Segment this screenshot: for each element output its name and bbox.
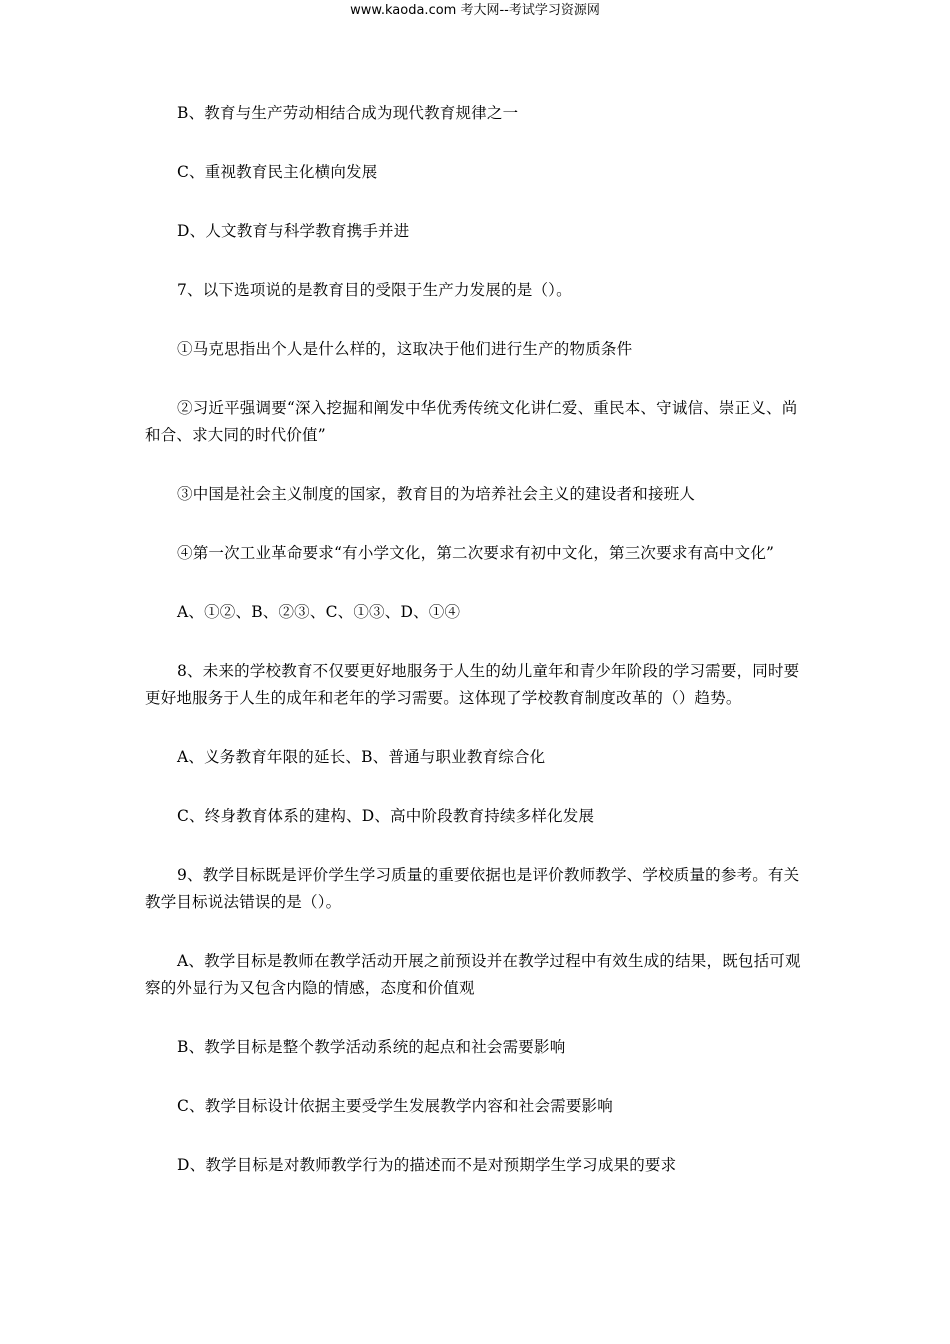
q9-option-b: B、教学目标是整个教学活动系统的起点和社会需要影响 (177, 1038, 566, 1056)
document-body (145, 100, 810, 1211)
q7-statement-1: ①马克思指出个人是什么样的，这取决于他们进行生产的物质条件 (177, 340, 633, 358)
question-7: 7、以下选项说的是教育目的受限于生产力发展的是（）。 (177, 281, 572, 299)
question-8: 8、未来的学校教育不仅要更好地服务于人生的幼儿童年和青少年阶段的学习需要，同时要更好地服务于人生的成年和老年的学习需要。这体现了学校教育制度改革的（）趋势。 (145, 662, 800, 707)
q7-statement-4: ④第一次工业革命要求“有小学文化，第二次要求有初中文化，第三次要求有高中文化” (177, 544, 775, 562)
q8-options-cd: C、终身教育体系的建构、D、高中阶段教育持续多样化发展 (177, 807, 595, 825)
q8-options-ab: A、义务教育年限的延长、B、普通与职业教育综合化 (177, 748, 546, 766)
q7-statement-2: ②习近平强调要“深入挖掘和阐发中华优秀传统文化讲仁爱、重民本、守诚信、崇正义、尚和合、求大同的时代价值” (145, 399, 798, 444)
q7-options: A、①②、B、②③、C、①③、D、①④ (177, 603, 461, 621)
option-d-q6: D、人文教育与科学教育携手并进 (177, 222, 410, 240)
question-9: 9、教学目标既是评价学生学习质量的重要依据也是评价教师教学、学校质量的参考。有关教学目标说法错误的是（）。 (145, 866, 800, 911)
site-header: www.kaoda.com 考大网--考试学习资源网 (350, 3, 600, 18)
q7-statement-3: ③中国是社会主义制度的国家，教育目的为培养社会主义的建设者和接班人 (177, 485, 696, 503)
q9-option-a: A、教学目标是教师在教学活动开展之前预设并在教学过程中有效生成的结果，既包括可观察的外显行为又包含内隐的情感，态度和价值观 (145, 952, 801, 997)
option-b-q6: B、教育与生产劳动相结合成为现代教育规律之一 (177, 104, 519, 122)
q9-option-c: C、教学目标设计依据主要受学生发展教学内容和社会需要影响 (177, 1097, 613, 1115)
q9-option-d: D、教学目标是对教师教学行为的描述而不是对预期学生学习成果的要求 (177, 1156, 677, 1174)
option-c-q6: C、重视教育民主化横向发展 (177, 163, 378, 181)
